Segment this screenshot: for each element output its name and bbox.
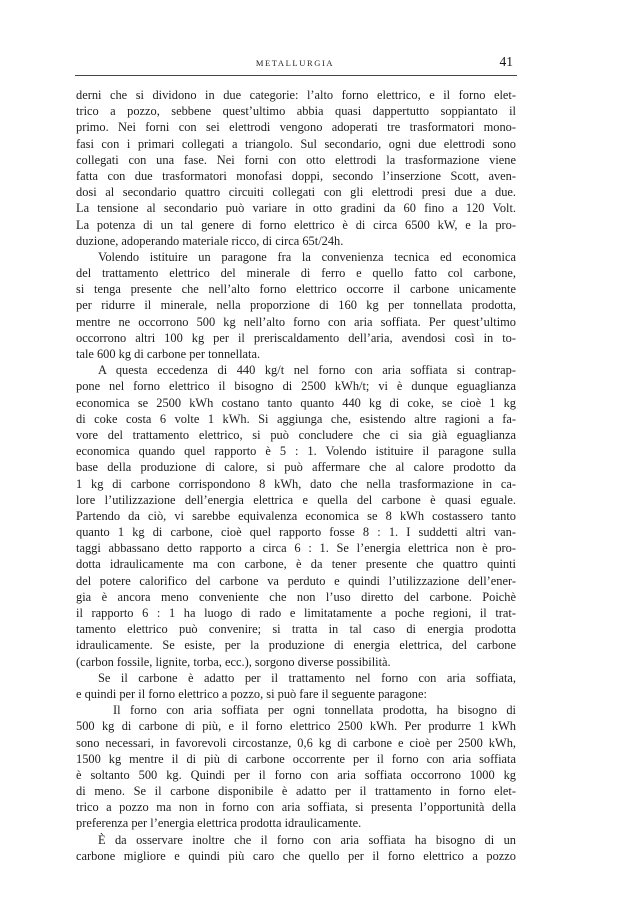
text-line: La tensione al secondario può variare in otto gradini da 60 fino a 120 Volt. <box>76 201 516 216</box>
text-line: dotta idraulicamente ma con carbone, è da tener presente che quattro quinti <box>76 557 516 572</box>
text-line: sono necessari, in favorevoli circostanze, 0,6 kg di carbone e cioè per 2500 kWh, <box>76 735 516 750</box>
text-line: si tenga presente che nell’alto forno elettrico occorre il carbone unicamente <box>76 282 516 297</box>
text-line: tamento elettrico può convenire; si tratta in tal caso di energia prodotta <box>76 622 516 637</box>
text-line: per ridurre il minerale, nella proporzione di 160 kg per tonnellata prodotta, <box>76 298 516 313</box>
text-line: 500 kg di carbone di più, e il forno elettrico 2500 kWh. Per produrre 1 kWh <box>76 719 516 734</box>
header-rule <box>75 75 517 76</box>
text-line: è soltanto 500 kg. Quindi per il forno con aria soffiata occorrono 1000 kg <box>76 767 516 782</box>
text-line: 1500 kg mentre il di più di carbone occorrente per il forno con aria soffiata <box>76 751 516 766</box>
text-line: A questa eccedenza di 440 kg/t nel forno con aria soffiata si contrap- <box>98 363 516 378</box>
text-line: fasi con i primari collegati a triangolo. Sul secondario, ogni due elettrodi sono <box>76 136 516 151</box>
text-line: vore del trattamento elettrico, si può concludere che ci sia già eguaglianza <box>76 427 516 442</box>
text-line: La potenza di un tal genere di forno elettrico è di circa 6500 kW, e la pro- <box>76 217 516 232</box>
text-line: Il forno con aria soffiata per ogni tonnellata prodotta, ha bisogno di <box>113 703 516 718</box>
text-line: È da osservare inoltre che il forno con aria soffiata ha bisogno di un <box>98 832 516 847</box>
text-line: primo. Nei forni con sei elettrodi vengono adoperati tre trasformatori mono- <box>76 120 516 135</box>
text-line: gia è ancora meno conveniente che non l’uso diretto del carbone. Poichè <box>76 589 516 604</box>
text-line: (carbon fossile, lignite, torba, ecc.), sorgono diverse possibilità. <box>76 654 391 669</box>
text-line: e quindi per il forno elettrico a pozzo, si può fare il seguente paragone: <box>76 686 427 701</box>
text-line: di coke costa 6 volte 1 kWh. Si aggiunga che, esistendo altre ragioni a fa- <box>76 411 516 426</box>
text-line: il rapporto 6 : 1 ha luogo di rado e limitatamente a poche regioni, il trat- <box>76 606 516 620</box>
text-line: Partendo da ciò, vi sarebbe equivalenza economica se 8 kWh costassero tanto <box>76 508 516 523</box>
page-number: 41 <box>499 54 513 69</box>
text-line: derni che si dividono in due categorie: l’alto forno elettrico, e il forno elet- <box>76 88 516 102</box>
text-line: collegati con una fase. Nei forni con otto elettrodi la trasformazione viene <box>76 152 516 167</box>
text-line: lore l’utilizzazione dell’energia elettrica e quella del carbone è quasi eguale. <box>76 492 516 507</box>
text-line: di meno. Se il carbone disponibile è adatto per il trattamento in forno elet- <box>76 784 516 799</box>
running-title: METALLURGIA <box>255 58 335 68</box>
text-line: 1 kg di carbone corrispondono 8 kWh, dato che nella trasformazione in ca- <box>76 476 516 491</box>
text-line: fatta con due trasformatori monofasi doppi, secondo l’inserzione Scott, aven- <box>76 168 516 183</box>
body-text <box>76 87 516 864</box>
text-line: economica se 2500 kWh costano tanto quanto 440 kg di coke, se cioè 1 kg <box>76 395 516 410</box>
text-line: trico a pozzo, sebbene quest’ultimo abbia quasi dappertutto soppiantato il <box>76 104 516 119</box>
text-line: quanto 1 kg di carbone, cioè quel rapporto fosse 8 : 1. I suddetti altri van- <box>76 525 516 540</box>
text-line: idraulicamente. Se esiste, per la produzione di energia elettrica, del carbone <box>76 638 516 653</box>
text-line: occorrono altri 100 kg per il preriscaldamento dell’aria, avendosi così in to- <box>76 330 516 345</box>
text-line: carbone migliore e quindi più caro che quello per il forno elettrico a pozzo <box>76 848 516 863</box>
text-line: duzione, adoperando materiale ricco, di circa 65t/24h. <box>76 233 344 248</box>
text-line: economica quando quel rapporto è 5 : 1. Volendo istituire il paragone sulla <box>76 444 516 459</box>
text-line: del trattamento elettrico del minerale di ferro e quello fatto col carbone, <box>76 266 516 281</box>
text-line: Se il carbone è adatto per il trattamento nel forno con aria soffiata, <box>98 670 516 685</box>
text-line: tale 600 kg di carbone per tonnellata. <box>76 347 261 361</box>
text-line: pone nel forno elettrico il bisogno di 2500 kWh/t; vi è dunque eguaglianza <box>76 379 516 394</box>
text-line: taggi abbassano detto rapporto a circa 6 : 1. Se l’energia elettrica non è pro- <box>76 541 516 556</box>
text-line: trico a pozzo ma non in forno con aria soffiata, si presenta l’opportunità della <box>76 800 516 815</box>
running-head <box>75 54 515 74</box>
text-line: base della produzione di calore, si può affermare che al calore prodotto da <box>76 460 516 475</box>
text-line: dosi al secondario quattro circuiti collegati con gli elettrodi presi due a due. <box>76 185 516 200</box>
text-line: Volendo istituire un paragone fra la convenienza tecnica ed economica <box>98 249 516 264</box>
text-line: mentre ne occorrono 500 kg nell’alto forno con aria soffiata. Per quest’ultimo <box>76 314 516 329</box>
text-line: del potere calorifico del carbone va perduto e quindi l’utilizzazione dell’ener- <box>76 573 516 588</box>
text-line: preferenza per l’energia elettrica prodotta idraulicamente. <box>76 816 362 831</box>
